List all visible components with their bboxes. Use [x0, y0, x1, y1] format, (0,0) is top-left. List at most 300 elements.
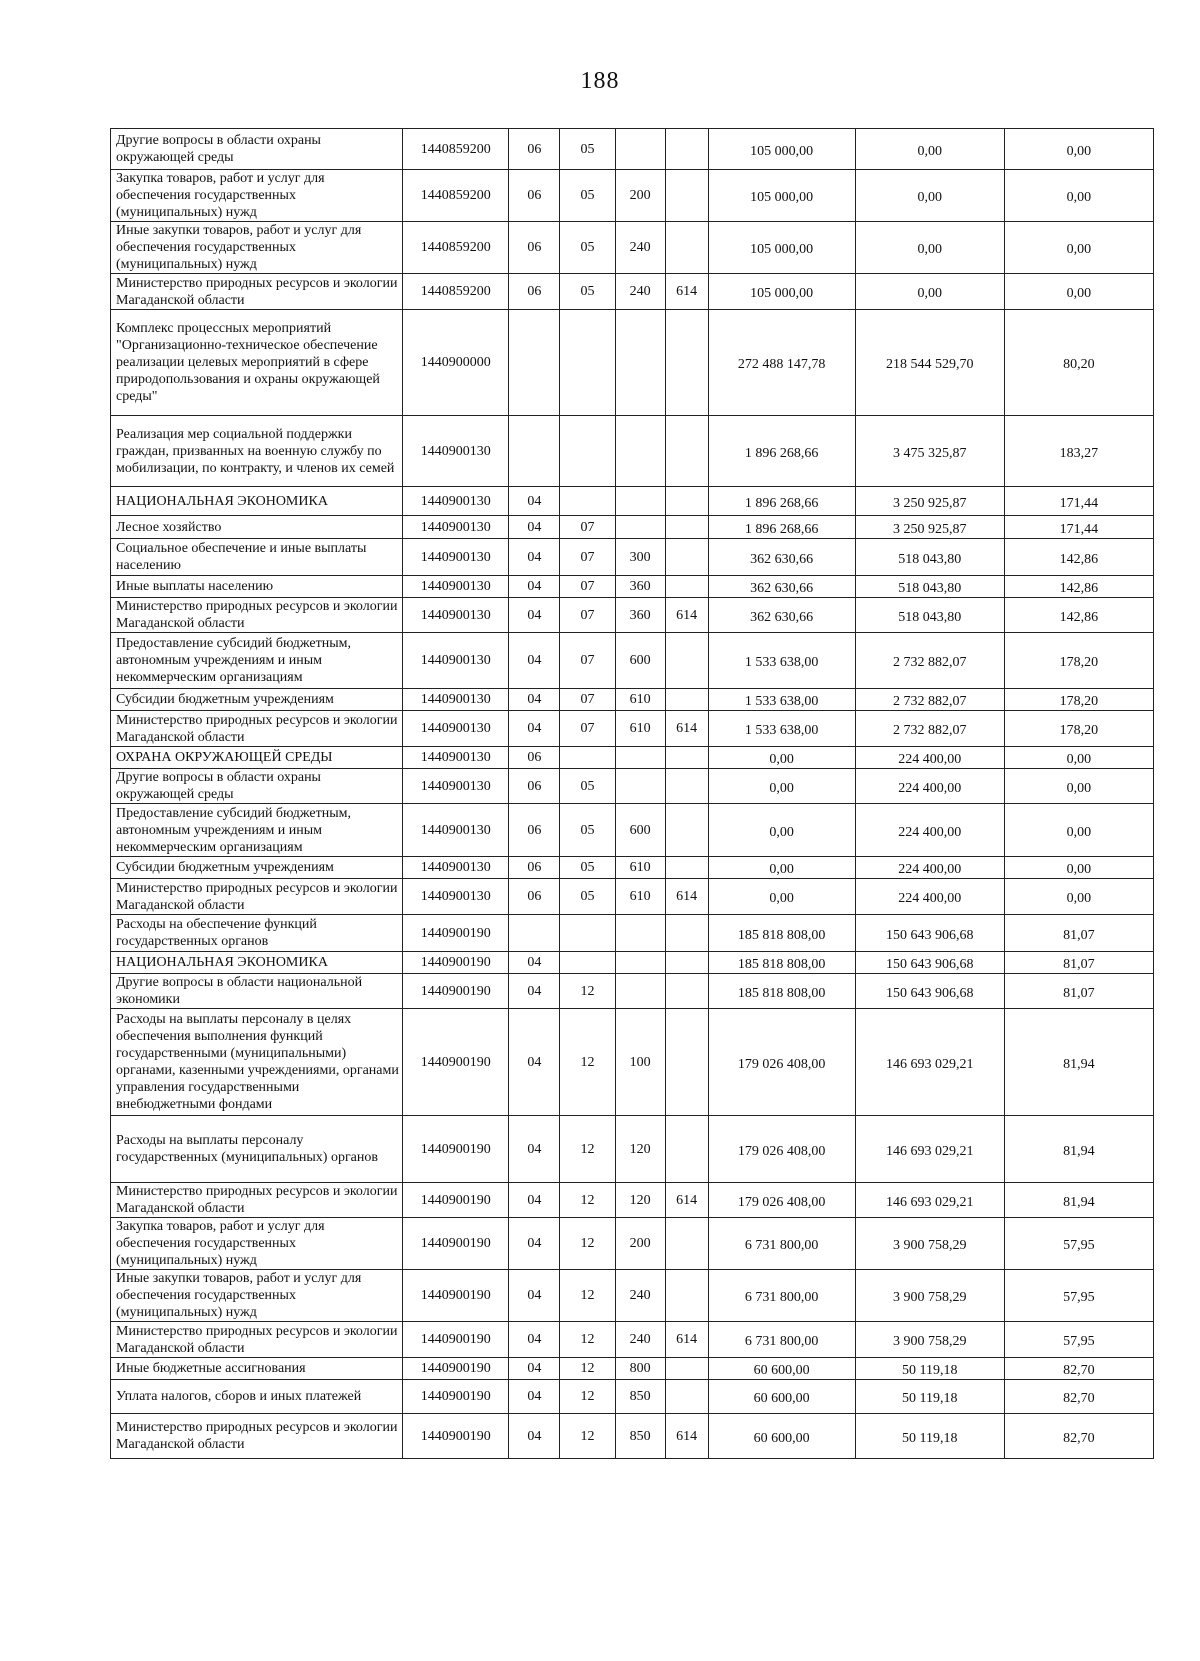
budget-table	[110, 128, 1154, 1459]
actual-amount-cell: 518 043,80	[855, 539, 1004, 576]
target-code-cell: 1440900130	[403, 416, 509, 487]
actual-amount-cell: 146 693 029,21	[855, 1116, 1004, 1183]
table-row	[111, 274, 1154, 310]
row-name-cell: Расходы на выплаты персоналу государственных (муниципальных) органов	[111, 1116, 403, 1183]
subsection-code-cell: 07	[560, 576, 615, 598]
subsection-code-cell: 07	[560, 516, 615, 539]
table-row	[111, 804, 1154, 857]
table-row	[111, 129, 1154, 170]
section-code-cell: 06	[509, 129, 560, 170]
administrator-code-cell: 614	[665, 1414, 708, 1459]
administrator-code-cell	[665, 689, 708, 711]
administrator-code-cell	[665, 516, 708, 539]
target-code-cell: 1440900130	[403, 576, 509, 598]
row-name-cell: Иные бюджетные ассигнования	[111, 1358, 403, 1380]
table-row	[111, 974, 1154, 1009]
row-name-cell: Реализация мер социальной поддержки граждан, призванных на военную службу по мобилизации, по контракту, и членов их семей	[111, 416, 403, 487]
administrator-code-cell	[665, 747, 708, 769]
planned-amount-cell: 60 600,00	[708, 1380, 855, 1414]
table-row	[111, 1183, 1154, 1218]
expense-type-cell	[615, 974, 665, 1009]
row-name-cell: Субсидии бюджетным учреждениям	[111, 857, 403, 879]
expense-type-cell: 240	[615, 274, 665, 310]
table-row	[111, 1358, 1154, 1380]
percent-cell: 0,00	[1004, 769, 1153, 804]
planned-amount-cell: 362 630,66	[708, 598, 855, 633]
table-row	[111, 879, 1154, 915]
section-code-cell: 06	[509, 857, 560, 879]
planned-amount-cell: 105 000,00	[708, 222, 855, 274]
planned-amount-cell: 1 533 638,00	[708, 689, 855, 711]
percent-cell: 0,00	[1004, 129, 1153, 170]
administrator-code-cell	[665, 1380, 708, 1414]
row-name-cell: Министерство природных ресурсов и экологии Магаданской области	[111, 274, 403, 310]
row-name-cell: Министерство природных ресурсов и экологии Магаданской области	[111, 711, 403, 747]
table-row	[111, 952, 1154, 974]
actual-amount-cell: 224 400,00	[855, 804, 1004, 857]
administrator-code-cell: 614	[665, 1322, 708, 1358]
percent-cell: 57,95	[1004, 1270, 1153, 1322]
section-code-cell: 04	[509, 1380, 560, 1414]
administrator-code-cell	[665, 974, 708, 1009]
target-code-cell: 1440900190	[403, 915, 509, 952]
expense-type-cell: 600	[615, 804, 665, 857]
expense-type-cell	[615, 310, 665, 416]
target-code-cell: 1440900190	[403, 952, 509, 974]
actual-amount-cell: 3 475 325,87	[855, 416, 1004, 487]
actual-amount-cell: 146 693 029,21	[855, 1183, 1004, 1218]
administrator-code-cell	[665, 129, 708, 170]
administrator-code-cell	[665, 952, 708, 974]
section-code-cell: 04	[509, 598, 560, 633]
actual-amount-cell: 3 900 758,29	[855, 1322, 1004, 1358]
administrator-code-cell: 614	[665, 879, 708, 915]
percent-cell: 81,94	[1004, 1009, 1153, 1116]
section-code-cell: 06	[509, 222, 560, 274]
row-name-cell: Иные закупки товаров, работ и услуг для обеспечения государственных (муниципальных) нужд	[111, 222, 403, 274]
administrator-code-cell	[665, 539, 708, 576]
target-code-cell: 1440900190	[403, 1380, 509, 1414]
subsection-code-cell: 05	[560, 170, 615, 222]
target-code-cell: 1440900130	[403, 747, 509, 769]
expense-type-cell: 610	[615, 857, 665, 879]
target-code-cell: 1440900190	[403, 1322, 509, 1358]
planned-amount-cell: 185 818 808,00	[708, 952, 855, 974]
administrator-code-cell: 614	[665, 598, 708, 633]
administrator-code-cell	[665, 1358, 708, 1380]
actual-amount-cell: 50 119,18	[855, 1414, 1004, 1459]
actual-amount-cell: 224 400,00	[855, 747, 1004, 769]
subsection-code-cell: 12	[560, 1414, 615, 1459]
expense-type-cell: 610	[615, 879, 665, 915]
expense-type-cell	[615, 769, 665, 804]
row-name-cell: Расходы на выплаты персоналу в целях обеспечения выполнения функций государственными (муниципальными) органами, казенными учреждениями, органами управления государственными внебюджетными фондами	[111, 1009, 403, 1116]
administrator-code-cell	[665, 576, 708, 598]
subsection-code-cell: 05	[560, 222, 615, 274]
administrator-code-cell	[665, 915, 708, 952]
percent-cell: 81,07	[1004, 952, 1153, 974]
actual-amount-cell: 3 900 758,29	[855, 1218, 1004, 1270]
section-code-cell: 04	[509, 711, 560, 747]
percent-cell: 81,94	[1004, 1116, 1153, 1183]
target-code-cell: 1440859200	[403, 129, 509, 170]
table-row	[111, 769, 1154, 804]
section-code-cell: 04	[509, 1218, 560, 1270]
percent-cell: 80,20	[1004, 310, 1153, 416]
target-code-cell: 1440900130	[403, 804, 509, 857]
administrator-code-cell: 614	[665, 711, 708, 747]
actual-amount-cell: 518 043,80	[855, 576, 1004, 598]
target-code-cell: 1440900190	[403, 974, 509, 1009]
section-code-cell: 04	[509, 1009, 560, 1116]
section-code-cell: 06	[509, 769, 560, 804]
actual-amount-cell: 2 732 882,07	[855, 633, 1004, 689]
subsection-code-cell: 05	[560, 274, 615, 310]
actual-amount-cell: 2 732 882,07	[855, 711, 1004, 747]
section-code-cell	[509, 915, 560, 952]
percent-cell: 81,07	[1004, 915, 1153, 952]
row-name-cell: Предоставление субсидий бюджетным, автономным учреждениям и иным некоммерческим организациям	[111, 804, 403, 857]
planned-amount-cell: 1 896 268,66	[708, 516, 855, 539]
table-row	[111, 310, 1154, 416]
expense-type-cell: 610	[615, 689, 665, 711]
planned-amount-cell: 1 533 638,00	[708, 711, 855, 747]
table-row	[111, 516, 1154, 539]
planned-amount-cell: 60 600,00	[708, 1414, 855, 1459]
subsection-code-cell: 07	[560, 539, 615, 576]
target-code-cell: 1440900190	[403, 1218, 509, 1270]
row-name-cell: НАЦИОНАЛЬНАЯ ЭКОНОМИКА	[111, 952, 403, 974]
section-code-cell: 04	[509, 1183, 560, 1218]
target-code-cell: 1440900130	[403, 857, 509, 879]
row-name-cell: Министерство природных ресурсов и экологии Магаданской области	[111, 1322, 403, 1358]
planned-amount-cell: 0,00	[708, 857, 855, 879]
planned-amount-cell: 179 026 408,00	[708, 1009, 855, 1116]
page-number: 188	[580, 68, 620, 94]
percent-cell: 178,20	[1004, 633, 1153, 689]
subsection-code-cell: 05	[560, 879, 615, 915]
planned-amount-cell: 185 818 808,00	[708, 915, 855, 952]
row-name-cell: Уплата налогов, сборов и иных платежей	[111, 1380, 403, 1414]
target-code-cell: 1440900190	[403, 1183, 509, 1218]
subsection-code-cell: 12	[560, 1218, 615, 1270]
planned-amount-cell: 0,00	[708, 769, 855, 804]
planned-amount-cell: 6 731 800,00	[708, 1218, 855, 1270]
table-row	[111, 1218, 1154, 1270]
table-row	[111, 222, 1154, 274]
actual-amount-cell: 224 400,00	[855, 769, 1004, 804]
expense-type-cell: 240	[615, 1322, 665, 1358]
row-name-cell: Предоставление субсидий бюджетным, автономным учреждениям и иным некоммерческим организациям	[111, 633, 403, 689]
percent-cell: 0,00	[1004, 857, 1153, 879]
percent-cell: 82,70	[1004, 1358, 1153, 1380]
subsection-code-cell: 12	[560, 1270, 615, 1322]
planned-amount-cell: 185 818 808,00	[708, 974, 855, 1009]
target-code-cell: 1440900130	[403, 487, 509, 516]
section-code-cell: 04	[509, 516, 560, 539]
planned-amount-cell: 179 026 408,00	[708, 1116, 855, 1183]
subsection-code-cell: 07	[560, 711, 615, 747]
actual-amount-cell: 2 732 882,07	[855, 689, 1004, 711]
expense-type-cell: 200	[615, 170, 665, 222]
section-code-cell: 04	[509, 1358, 560, 1380]
table-row	[111, 598, 1154, 633]
actual-amount-cell: 150 643 906,68	[855, 974, 1004, 1009]
row-name-cell: Иные закупки товаров, работ и услуг для обеспечения государственных (муниципальных) нужд	[111, 1270, 403, 1322]
planned-amount-cell: 0,00	[708, 879, 855, 915]
section-code-cell: 04	[509, 1116, 560, 1183]
table-row	[111, 857, 1154, 879]
subsection-code-cell: 12	[560, 1116, 615, 1183]
expense-type-cell: 600	[615, 633, 665, 689]
actual-amount-cell: 150 643 906,68	[855, 952, 1004, 974]
administrator-code-cell: 614	[665, 274, 708, 310]
expense-type-cell: 360	[615, 576, 665, 598]
section-code-cell: 04	[509, 974, 560, 1009]
percent-cell: 171,44	[1004, 516, 1153, 539]
subsection-code-cell	[560, 487, 615, 516]
expense-type-cell: 100	[615, 1009, 665, 1116]
administrator-code-cell	[665, 487, 708, 516]
administrator-code-cell: 614	[665, 1183, 708, 1218]
expense-type-cell	[615, 487, 665, 516]
target-code-cell: 1440900130	[403, 539, 509, 576]
percent-cell: 142,86	[1004, 576, 1153, 598]
section-code-cell: 06	[509, 274, 560, 310]
row-name-cell: Социальное обеспечение и иные выплаты населению	[111, 539, 403, 576]
table-row	[111, 539, 1154, 576]
subsection-code-cell	[560, 747, 615, 769]
planned-amount-cell: 362 630,66	[708, 539, 855, 576]
table-row	[111, 1380, 1154, 1414]
subsection-code-cell: 12	[560, 1322, 615, 1358]
percent-cell: 0,00	[1004, 879, 1153, 915]
expense-type-cell	[615, 129, 665, 170]
expense-type-cell: 240	[615, 222, 665, 274]
percent-cell: 57,95	[1004, 1322, 1153, 1358]
row-name-cell: Лесное хозяйство	[111, 516, 403, 539]
actual-amount-cell: 0,00	[855, 129, 1004, 170]
expense-type-cell: 120	[615, 1116, 665, 1183]
percent-cell: 0,00	[1004, 170, 1153, 222]
subsection-code-cell	[560, 416, 615, 487]
table-row	[111, 1116, 1154, 1183]
actual-amount-cell: 518 043,80	[855, 598, 1004, 633]
planned-amount-cell: 272 488 147,78	[708, 310, 855, 416]
percent-cell: 171,44	[1004, 487, 1153, 516]
section-code-cell: 06	[509, 747, 560, 769]
target-code-cell: 1440859200	[403, 274, 509, 310]
section-code-cell	[509, 310, 560, 416]
expense-type-cell: 240	[615, 1270, 665, 1322]
planned-amount-cell: 60 600,00	[708, 1358, 855, 1380]
row-name-cell: НАЦИОНАЛЬНАЯ ЭКОНОМИКА	[111, 487, 403, 516]
subsection-code-cell: 05	[560, 769, 615, 804]
target-code-cell: 1440900190	[403, 1270, 509, 1322]
administrator-code-cell	[665, 1270, 708, 1322]
table-row	[111, 576, 1154, 598]
section-code-cell: 06	[509, 879, 560, 915]
administrator-code-cell	[665, 1009, 708, 1116]
section-code-cell: 04	[509, 952, 560, 974]
percent-cell: 0,00	[1004, 804, 1153, 857]
subsection-code-cell: 05	[560, 857, 615, 879]
percent-cell: 0,00	[1004, 222, 1153, 274]
planned-amount-cell: 105 000,00	[708, 129, 855, 170]
administrator-code-cell	[665, 769, 708, 804]
subsection-code-cell	[560, 952, 615, 974]
row-name-cell: ОХРАНА ОКРУЖАЮЩЕЙ СРЕДЫ	[111, 747, 403, 769]
target-code-cell: 1440900190	[403, 1358, 509, 1380]
section-code-cell: 04	[509, 633, 560, 689]
subsection-code-cell: 12	[560, 1183, 615, 1218]
row-name-cell: Субсидии бюджетным учреждениям	[111, 689, 403, 711]
percent-cell: 82,70	[1004, 1414, 1153, 1459]
percent-cell: 178,20	[1004, 689, 1153, 711]
planned-amount-cell: 6 731 800,00	[708, 1322, 855, 1358]
row-name-cell: Министерство природных ресурсов и экологии Магаданской области	[111, 1414, 403, 1459]
planned-amount-cell: 179 026 408,00	[708, 1183, 855, 1218]
target-code-cell: 1440900000	[403, 310, 509, 416]
administrator-code-cell	[665, 804, 708, 857]
planned-amount-cell: 1 896 268,66	[708, 487, 855, 516]
section-code-cell: 04	[509, 1322, 560, 1358]
percent-cell: 183,27	[1004, 416, 1153, 487]
percent-cell: 178,20	[1004, 711, 1153, 747]
table-row	[111, 170, 1154, 222]
row-name-cell: Комплекс процессных мероприятий "Организационно-техническое обеспечение реализации целевых мероприятий в сфере природопользования и охраны окружающей среды"	[111, 310, 403, 416]
subsection-code-cell: 12	[560, 1358, 615, 1380]
administrator-code-cell	[665, 633, 708, 689]
target-code-cell: 1440900130	[403, 711, 509, 747]
target-code-cell: 1440900130	[403, 689, 509, 711]
percent-cell: 142,86	[1004, 539, 1153, 576]
administrator-code-cell	[665, 416, 708, 487]
expense-type-cell	[615, 416, 665, 487]
expense-type-cell: 300	[615, 539, 665, 576]
actual-amount-cell: 50 119,18	[855, 1380, 1004, 1414]
planned-amount-cell: 6 731 800,00	[708, 1270, 855, 1322]
target-code-cell: 1440900190	[403, 1009, 509, 1116]
subsection-code-cell	[560, 310, 615, 416]
administrator-code-cell	[665, 1116, 708, 1183]
table-row	[111, 487, 1154, 516]
planned-amount-cell: 105 000,00	[708, 170, 855, 222]
row-name-cell: Министерство природных ресурсов и экологии Магаданской области	[111, 1183, 403, 1218]
table-row	[111, 633, 1154, 689]
percent-cell: 81,07	[1004, 974, 1153, 1009]
expense-type-cell	[615, 747, 665, 769]
actual-amount-cell: 224 400,00	[855, 857, 1004, 879]
planned-amount-cell: 0,00	[708, 804, 855, 857]
row-name-cell: Иные выплаты населению	[111, 576, 403, 598]
target-code-cell: 1440900130	[403, 879, 509, 915]
section-code-cell: 04	[509, 689, 560, 711]
row-name-cell: Другие вопросы в области охраны окружающей среды	[111, 129, 403, 170]
actual-amount-cell: 146 693 029,21	[855, 1009, 1004, 1116]
section-code-cell: 04	[509, 576, 560, 598]
administrator-code-cell	[665, 1218, 708, 1270]
actual-amount-cell: 218 544 529,70	[855, 310, 1004, 416]
planned-amount-cell: 105 000,00	[708, 274, 855, 310]
actual-amount-cell: 3 250 925,87	[855, 487, 1004, 516]
row-name-cell: Закупка товаров, работ и услуг для обеспечения государственных (муниципальных) нужд	[111, 1218, 403, 1270]
expense-type-cell: 800	[615, 1358, 665, 1380]
subsection-code-cell: 07	[560, 598, 615, 633]
table-row	[111, 416, 1154, 487]
planned-amount-cell: 1 896 268,66	[708, 416, 855, 487]
target-code-cell: 1440900130	[403, 598, 509, 633]
planned-amount-cell: 1 533 638,00	[708, 633, 855, 689]
table-row	[111, 915, 1154, 952]
planned-amount-cell: 362 630,66	[708, 576, 855, 598]
expense-type-cell: 850	[615, 1414, 665, 1459]
section-code-cell	[509, 416, 560, 487]
actual-amount-cell: 0,00	[855, 222, 1004, 274]
table-row	[111, 711, 1154, 747]
actual-amount-cell: 224 400,00	[855, 879, 1004, 915]
table-row	[111, 1270, 1154, 1322]
subsection-code-cell: 12	[560, 1009, 615, 1116]
row-name-cell: Закупка товаров, работ и услуг для обеспечения государственных (муниципальных) нужд	[111, 170, 403, 222]
expense-type-cell: 610	[615, 711, 665, 747]
actual-amount-cell: 150 643 906,68	[855, 915, 1004, 952]
row-name-cell: Другие вопросы в области национальной экономики	[111, 974, 403, 1009]
administrator-code-cell	[665, 170, 708, 222]
expense-type-cell: 120	[615, 1183, 665, 1218]
target-code-cell: 1440900190	[403, 1116, 509, 1183]
table-row	[111, 747, 1154, 769]
target-code-cell: 1440859200	[403, 222, 509, 274]
expense-type-cell	[615, 516, 665, 539]
expense-type-cell	[615, 952, 665, 974]
expense-type-cell	[615, 915, 665, 952]
subsection-code-cell: 12	[560, 1380, 615, 1414]
expense-type-cell: 360	[615, 598, 665, 633]
target-code-cell: 1440859200	[403, 170, 509, 222]
table-row	[111, 1322, 1154, 1358]
expense-type-cell: 200	[615, 1218, 665, 1270]
percent-cell: 82,70	[1004, 1380, 1153, 1414]
subsection-code-cell	[560, 915, 615, 952]
target-code-cell: 1440900190	[403, 1414, 509, 1459]
actual-amount-cell: 3 900 758,29	[855, 1270, 1004, 1322]
percent-cell: 57,95	[1004, 1218, 1153, 1270]
section-code-cell: 04	[509, 1270, 560, 1322]
section-code-cell: 04	[509, 539, 560, 576]
row-name-cell: Министерство природных ресурсов и экологии Магаданской области	[111, 598, 403, 633]
target-code-cell: 1440900130	[403, 769, 509, 804]
section-code-cell: 06	[509, 804, 560, 857]
section-code-cell: 04	[509, 1414, 560, 1459]
percent-cell: 142,86	[1004, 598, 1153, 633]
section-code-cell: 06	[509, 170, 560, 222]
row-name-cell: Расходы на обеспечение функций государственных органов	[111, 915, 403, 952]
target-code-cell: 1440900130	[403, 516, 509, 539]
subsection-code-cell: 07	[560, 689, 615, 711]
table-body	[111, 129, 1154, 1459]
subsection-code-cell: 05	[560, 129, 615, 170]
percent-cell: 81,94	[1004, 1183, 1153, 1218]
administrator-code-cell	[665, 222, 708, 274]
percent-cell: 0,00	[1004, 274, 1153, 310]
actual-amount-cell: 50 119,18	[855, 1358, 1004, 1380]
subsection-code-cell: 05	[560, 804, 615, 857]
row-name-cell: Министерство природных ресурсов и экологии Магаданской области	[111, 879, 403, 915]
expense-type-cell: 850	[615, 1380, 665, 1414]
administrator-code-cell	[665, 310, 708, 416]
actual-amount-cell: 3 250 925,87	[855, 516, 1004, 539]
